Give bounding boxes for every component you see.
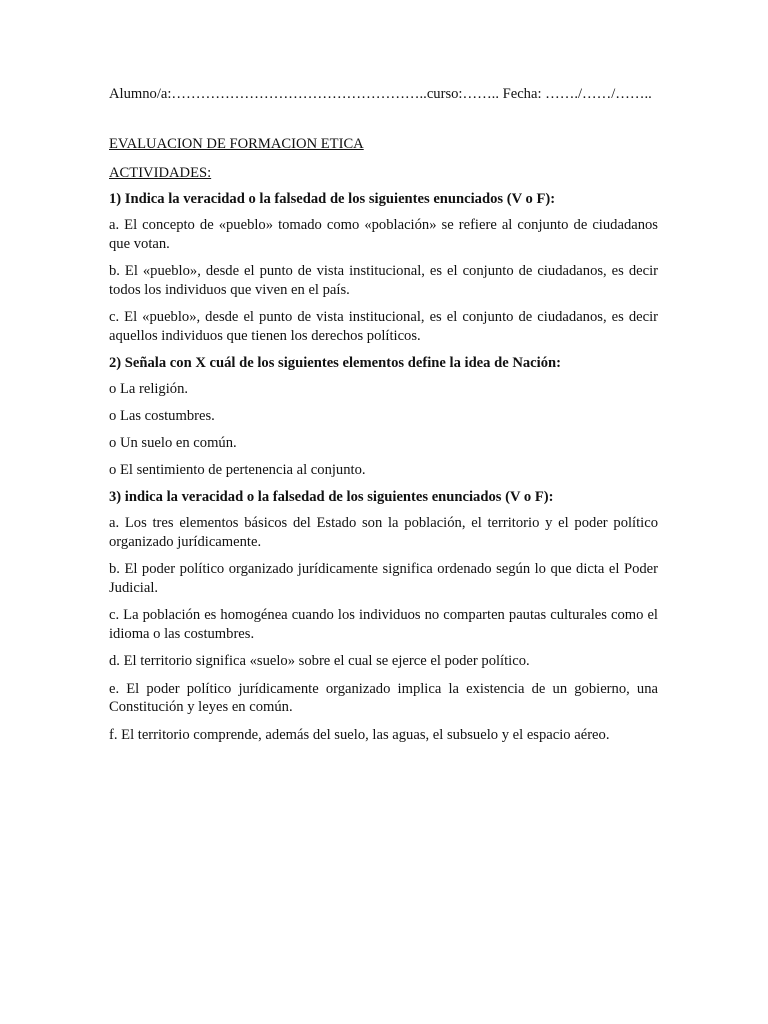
question-2-option-sentimiento: o El sentimiento de pertenencia al conjunto.	[109, 462, 366, 478]
question-2-option-religion: o La religión.	[109, 381, 189, 397]
question-1-item-a: a. El concepto de «pueblo» tomado como «población» se refiere al conjunto de ciudadanos que votan.	[109, 217, 658, 252]
question-1-heading: 1) Indica la veracidad o la falsedad de los siguientes enunciados (V o F):	[109, 191, 556, 207]
question-3-item-c: c. La población es homogénea cuando los individuos no comparten pautas culturales como el idioma o las costumbres.	[109, 607, 658, 642]
question-1-item-b: b. El «pueblo», desde el punto de vista institucional, es el conjunto de ciudadanos, es decir todos los individuos que viven en el país.	[109, 263, 658, 298]
document-title: EVALUACION DE FORMACION ETICA	[109, 136, 364, 152]
document-page	[109, 84, 658, 753]
question-1-item-c: c. El «pueblo», desde el punto de vista institucional, es el conjunto de ciudadanos, es decir aquellos individuos que tienen los derechos políticos.	[109, 309, 658, 344]
question-2-heading: 2) Señala con X cuál de los siguientes elementos define la idea de Nación:	[109, 355, 561, 371]
activities-heading: ACTIVIDADES:	[109, 165, 212, 181]
question-3-item-f: f. El territorio comprende, además del suelo, las aguas, el subsuelo y el espacio aéreo.	[109, 726, 610, 743]
question-2-option-suelo: o Un suelo en común.	[109, 435, 237, 451]
question-3-heading: 3) indica la veracidad o la falsedad de los siguientes enunciados (V o F):	[109, 489, 554, 505]
question-3-item-e: e. El poder político jurídicamente organizado implica la existencia de un gobierno, una Constitución y leyes en común.	[109, 680, 658, 715]
student-info-line: Alumno/a:……………………………………………..curso:…….. Fecha: ……./……/……..	[109, 86, 652, 102]
question-3-item-b: b. El poder político organizado jurídicamente significa ordenado según lo que dicta el Poder Judicial.	[109, 561, 658, 596]
question-3-item-d: d. El territorio significa «suelo» sobre el cual se ejerce el poder político.	[109, 653, 530, 669]
question-3-item-a: a. Los tres elementos básicos del Estado son la población, el territorio y el poder político organizado jurídicamente.	[109, 515, 658, 550]
question-2-option-costumbres: o Las costumbres.	[109, 408, 215, 424]
